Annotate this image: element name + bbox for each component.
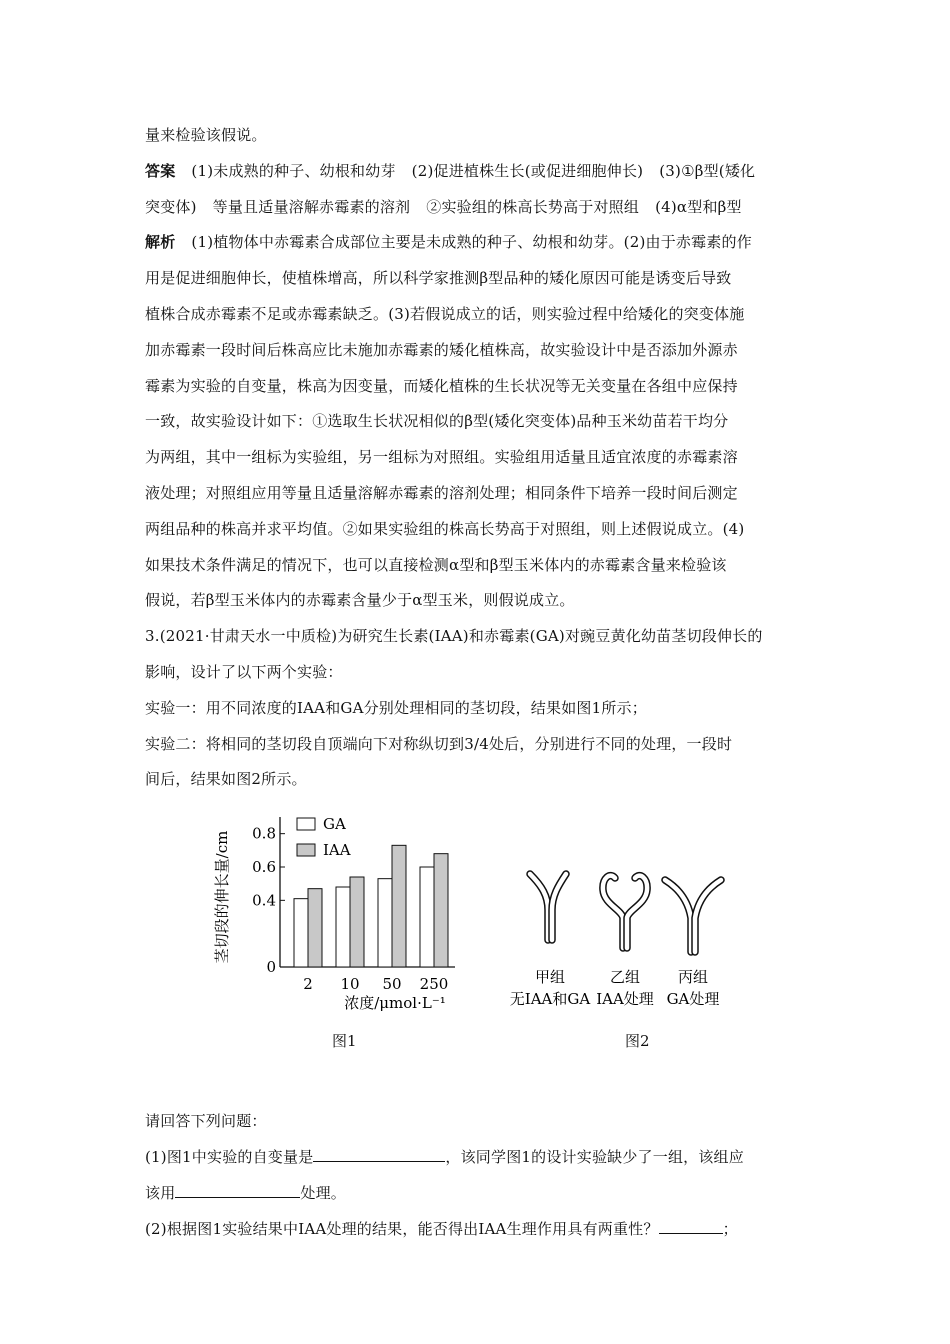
answer-blank[interactable] <box>175 1183 300 1198</box>
x-tick-label: 50 <box>382 975 402 994</box>
bar-iaa-50 <box>392 845 406 967</box>
figure-1-bar-chart <box>205 802 465 1013</box>
bar-ga-2 <box>294 899 308 967</box>
answer-line-1 <box>145 154 810 190</box>
bar-ga-10 <box>336 887 350 967</box>
y-tick-label: 0.8 <box>252 824 276 843</box>
sub-question-text: 处理。 <box>300 1183 347 1202</box>
group-a-treatment: 无IAA和GA <box>509 990 591 1009</box>
explanation-line: 如果技术条件满足的情况下，也可以直接检测α型和β型玉米体内的赤霉素含量来检验该 <box>145 555 727 574</box>
legend-label-ga: GA <box>323 815 346 834</box>
explanation-line: 为两组，其中一组标为实验组，另一组标为对照组。实验组用适量且适宜浓度的赤霉素溶 <box>145 448 738 467</box>
stem-group-c <box>665 880 721 952</box>
sub-question-1 <box>145 1140 810 1176</box>
answer-line-2 <box>145 190 810 226</box>
answer-label: 答案 <box>145 161 176 180</box>
group-b-treatment: IAA处理 <box>596 990 654 1009</box>
stem-group-a <box>530 874 566 940</box>
answer-blank[interactable] <box>313 1147 445 1162</box>
y-axis-label: 茎切段的伸长量/cm <box>213 830 231 964</box>
x-tick-label: 10 <box>340 975 360 994</box>
answer-part: 突变体) <box>145 197 197 216</box>
answer-part: 等量且适量溶解赤霉素的溶剂 <box>212 197 411 216</box>
sub-question-text: 该用 <box>145 1183 176 1202</box>
explanation-line: 一致，故实验设计如下：①选取生长状况相似的β型(矮化突变体)品种玉米幼苗若干均分 <box>145 412 729 431</box>
explanation-line: 假说，若β型玉米体内的赤霉素含量少于α型玉米，则假说成立。 <box>145 591 575 610</box>
group-c-label: 丙组 <box>677 968 709 987</box>
group-a-label: 甲组 <box>534 968 566 987</box>
page-content <box>145 118 810 1247</box>
answer-part: (1)未成熟的种子、幼根和幼芽 <box>191 161 396 180</box>
bar-ga-50 <box>378 879 392 967</box>
figure-2-diagram <box>500 852 790 1007</box>
x-axis-label: 浓度/μmol·L⁻¹ <box>344 994 446 1013</box>
answer-blank[interactable] <box>659 1219 723 1234</box>
legend-swatch-ga <box>297 818 315 830</box>
sub-question-text: (2)根据图1实验结果中IAA处理的结果，能否得出IAA生理作用具有两重性？ <box>145 1219 659 1238</box>
question-3-line: 影响，设计了以下两个实验： <box>145 662 343 681</box>
legend-swatch-iaa <box>297 844 315 856</box>
y-tick-label: 0 <box>266 958 276 977</box>
answer-part: (3)①β型(矮化 <box>659 161 756 180</box>
explanation-line: 液处理；对照组应用等量且适量溶解赤霉素的溶剂处理；相同条件下培养一段时间后测定 <box>145 483 738 502</box>
experiment-1: 实验一：用不同浓度的IAA和GA分别处理相同的茎切段，结果如图1所示； <box>145 698 647 717</box>
y-tick-label: 0.4 <box>252 891 276 910</box>
sub-question-text: ，该同学图1的设计实验缺少了一组，该组应 <box>445 1147 744 1166</box>
bar-iaa-2 <box>308 889 322 967</box>
bar-iaa-10 <box>350 877 364 967</box>
experiment-2: 实验二：将相同的茎切段自顶端向下对称纵切到3/4处后，分别进行不同的处理，一段时 <box>145 734 733 753</box>
experiment-2-cont: 间后，结果如图2所示。 <box>145 770 307 789</box>
bar-iaa-250 <box>434 854 448 967</box>
group-b-label: 乙组 <box>609 968 641 987</box>
bar-ga-250 <box>420 867 434 967</box>
explanation-line: 加赤霉素一段时间后株高应比未施加赤霉素的矮化植株高，故实验设计中是否添加外源赤 <box>145 340 738 359</box>
stem-group-b <box>603 876 647 948</box>
legend-label-iaa: IAA <box>323 841 351 860</box>
explanation-line: 植株合成赤霉素不足或赤霉素缺乏。(3)若假说成立的话，则实验过程中给矮化的突变体施 <box>145 304 745 323</box>
sub-question-1-cont <box>145 1176 810 1212</box>
explanation-text: (1)植物体中赤霉素合成部位主要是未成熟的种子、幼根和幼芽。(2)由于赤霉素的作 <box>191 233 752 252</box>
figures <box>145 802 810 1092</box>
figure-2-caption: 图2 <box>625 1032 650 1051</box>
prompt-line: 请回答下列问题： <box>145 1112 267 1131</box>
y-tick-label: 0.6 <box>252 858 276 877</box>
sub-question-2 <box>145 1212 810 1248</box>
explanation-line-1 <box>145 225 810 261</box>
explanation-line: 用是促进细胞伸长，使植株增高，所以科学家推测β型品种的矮化原因可能是诱变后导致 <box>145 269 732 288</box>
text-line: 量来检验该假说。 <box>145 126 267 144</box>
answer-part: (2)促进植株生长(或促进细胞伸长) <box>411 161 644 180</box>
figure-1-caption: 图1 <box>332 1032 357 1051</box>
explanation-line: 两组品种的株高并求平均值。②如果实验组的株高长势高于对照组，则上述假说成立。(4) <box>145 519 745 538</box>
sub-question-text: (1)图1中实验的自变量是 <box>145 1147 314 1166</box>
explanation-label: 解析 <box>145 233 176 252</box>
answer-part: ②实验组的株高长势高于对照组 <box>426 197 640 216</box>
x-tick-label: 250 <box>419 975 449 994</box>
group-c-treatment: GA处理 <box>666 990 720 1009</box>
question-3-title: 3.(2021·甘肃天水一中质检)为研究生长素(IAA)和赤霉素(GA)对豌豆黄化幼苗茎切段伸长的 <box>145 627 763 646</box>
answer-part: (4)α型和β型 <box>655 197 742 216</box>
sub-question-text: ； <box>722 1219 738 1238</box>
explanation-line: 霉素为实验的自变量，株高为因变量，而矮化植株的生长状况等无关变量在各组中应保持 <box>145 376 738 395</box>
x-tick-label: 2 <box>303 975 313 994</box>
